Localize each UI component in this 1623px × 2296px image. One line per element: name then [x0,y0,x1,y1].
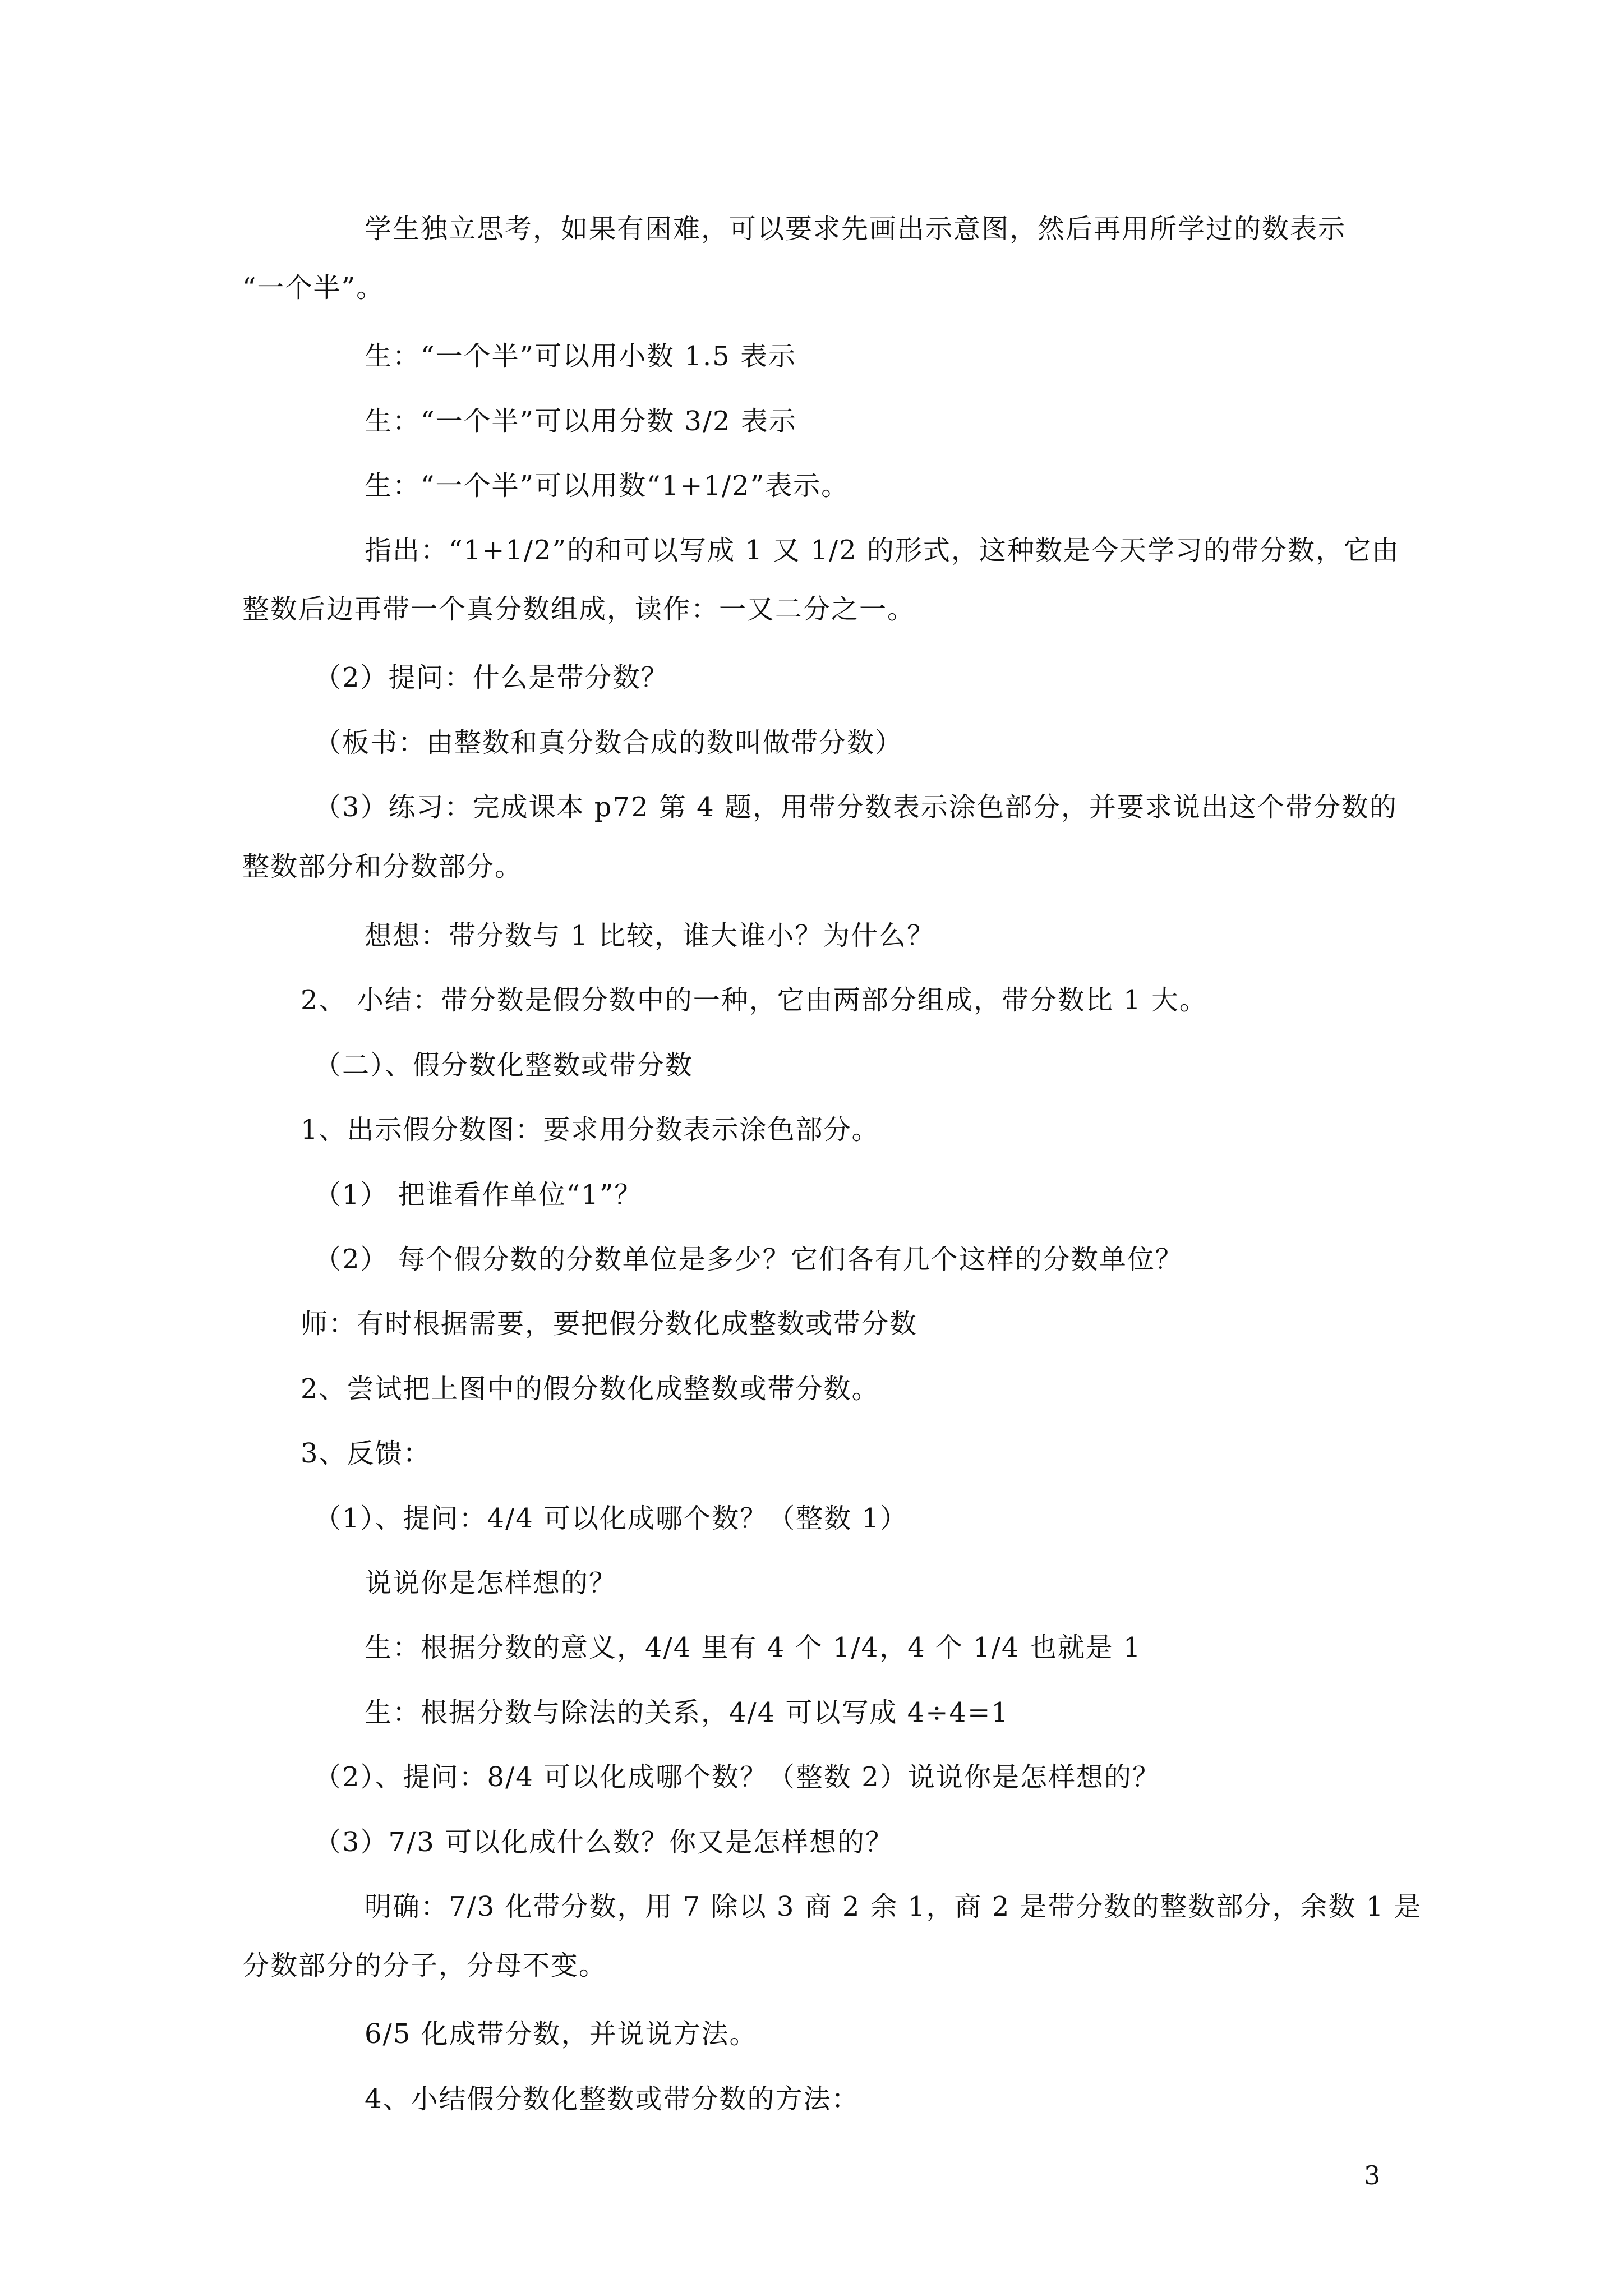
text-line: “一个半”。 [242,272,385,303]
text-line: 想想：带分数与 1 比较，谁大谁小？为什么？ [365,920,935,951]
text-line: 生：“一个半”可以用分数 3/2 表示 [365,406,797,437]
text-line: （2）、提问：8/4 可以化成哪个数？（整数 2）说说你是怎样想的？ [314,1761,1160,1793]
text-line: （3）练习：完成课本 p72 第 4 题，用带分数表示涂色部分，并要求说出这个带分数的 [314,792,1398,823]
text-line: 4、小结假分数化整数或带分数的方法： [365,2083,860,2115]
text-line: （二）、假分数化整数或带分数 [314,1050,694,1081]
text-line: 生：“一个半”可以用数“1+1/2”表示。 [365,470,850,501]
text-line: 6/5 化成带分数，并说说方法。 [365,2018,758,2050]
text-line: （2）提问：什么是带分数？ [314,662,669,693]
text-line: 说说你是怎样想的？ [365,1567,617,1599]
text-line: （1） 把谁看作单位“1”？ [314,1179,643,1211]
text-line: 明确：7/3 化带分数，用 7 除以 3 商 2 余 1，商 2 是带分数的整数部分，余数 1 是 [365,1891,1422,1922]
text-line: （1）、提问：4/4 可以化成哪个数？（整数 1） [314,1503,908,1534]
text-line: 整数后边再带一个真分数组成，读作：一又二分之一。 [242,593,916,625]
text-line: （2） 每个假分数的分数单位是多少？它们各有几个这样的分数单位？ [314,1244,1183,1275]
text-line: 师：有时根据需要，要把假分数化成整数或带分数 [301,1308,918,1340]
text-line: 学生独立思考，如果有困难，可以要求先画出示意图，然后再用所学过的数表示 [365,213,1347,245]
text-line: （板书：由整数和真分数合成的数叫做带分数） [314,727,903,758]
text-line: （3）7/3 可以化成什么数？你又是怎样想的？ [314,1826,894,1858]
text-line: 生：根据分数的意义，4/4 里有 4 个 1/4，4 个 1/4 也就是 1 [365,1632,1142,1663]
text-line: 指出：“1+1/2”的和可以写成 1 又 1/2 的形式，这种数是今天学习的带分数，它由 [365,535,1400,566]
text-line: 2、尝试把上图中的假分数化成整数或带分数。 [301,1373,880,1405]
text-line: 生：根据分数与除法的关系，4/4 可以写成 4÷4=1 [365,1697,1009,1728]
text-line: 1、出示假分数图：要求用分数表示涂色部分。 [301,1114,880,1145]
page-number: 3 [1364,2160,1381,2191]
text-line: 3、反馈： [301,1438,431,1469]
text-line: 整数部分和分数部分。 [242,851,523,882]
text-line: 2、 小结：带分数是假分数中的一种，它由两部分组成，带分数比 1 大。 [301,984,1207,1016]
text-line: 生：“一个半”可以用小数 1.5 表示 [365,341,796,372]
text-line: 分数部分的分子，分母不变。 [242,1950,607,1981]
